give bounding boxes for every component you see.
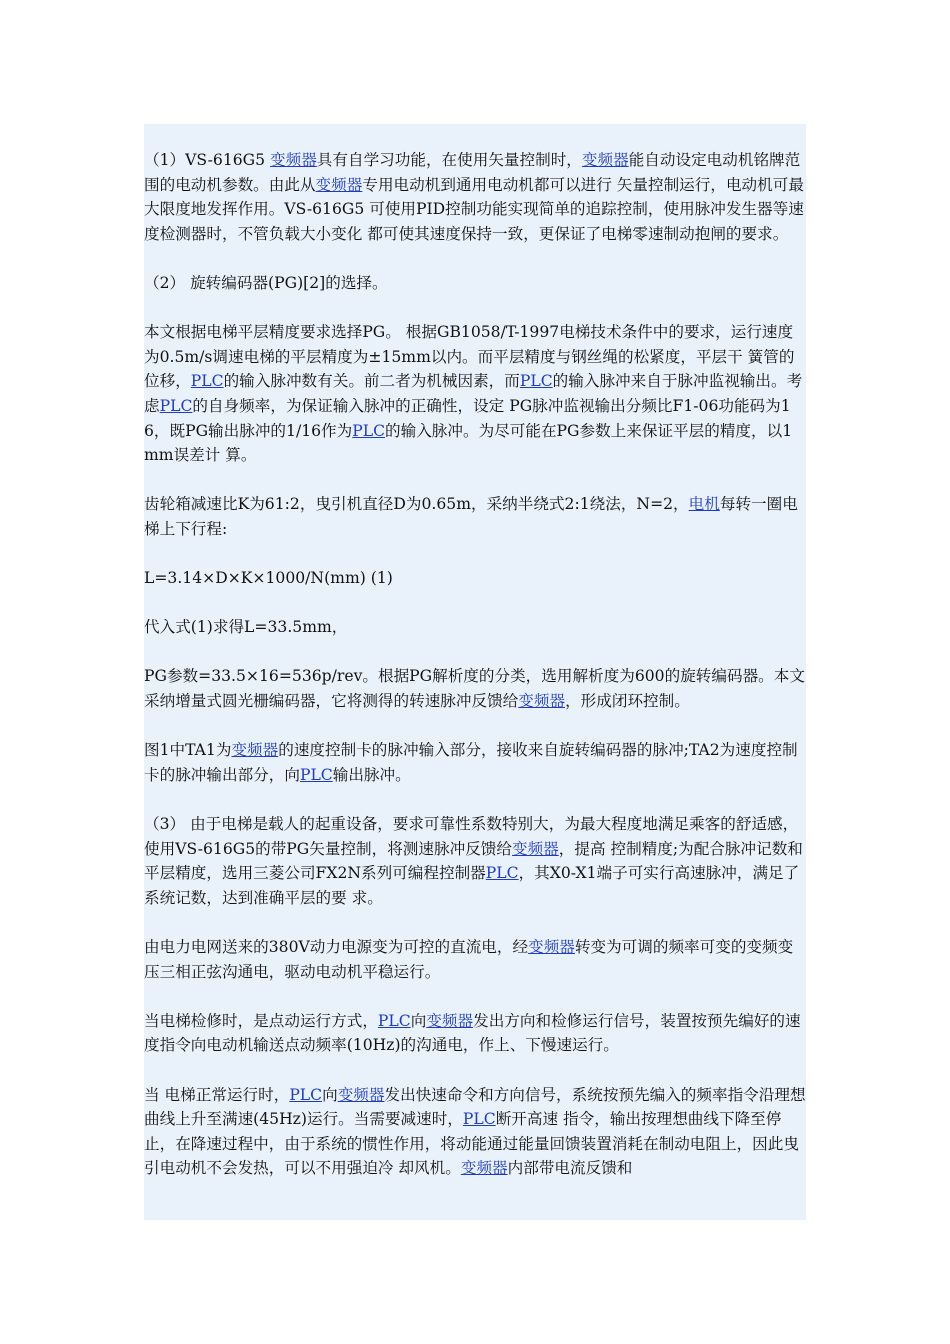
text-run: 由电力电网送来的380V动力电源变为可控的直流电，经 [144,938,529,956]
paragraph-2 [144,271,806,296]
text-run: （1）VS-616G5 [144,151,270,169]
text-run: 的输入脉冲。为尽可能在PG参数上来保证平层的精度，以1mm误差计 算。 [144,421,793,465]
paragraph-12 [144,1083,806,1181]
text-run: 内部带电流反馈和 [507,1159,633,1178]
text-run: 本文根据电梯平层精度要求选择PG。 根据GB1058/T-1997电梯技术条件中的要求，运行速度为0.5m/s调速电梯的平层精度为±15mm以内。而平层精度与钢丝绳的松紧度，平层干 簧管的位移， [144,323,795,391]
hyperlink[interactable]: 变频器 [315,175,363,194]
text-run: 输出脉冲。 [332,765,411,784]
hyperlink[interactable]: 变频器 [426,1011,474,1030]
hyperlink[interactable]: PLC [289,1085,323,1104]
hyperlink[interactable]: PLC [159,396,193,415]
paragraph-4 [144,492,806,541]
text-run: 向 [322,1085,338,1104]
text-run: 当 电梯正常运行时， [144,1085,290,1104]
paragraph-10 [144,935,806,984]
text-run: 的输入脉冲数有关。前二者为机械因素，而 [223,372,520,391]
text-run: ，其X0-X1端子可实行高速脉冲，满足了系统记数，达到准确平层的要 求。 [144,864,800,907]
text-run: ，提高 控制精度;为配合脉冲记数和平层精度，选用三菱公司FX2N系列可编程控制器 [144,839,803,883]
text-run: 每转一圈电梯上下行程: [144,495,798,538]
paragraph-1 [144,148,806,246]
hyperlink[interactable]: 变频器 [337,1085,385,1104]
text-run: 向 [410,1011,427,1030]
text-run: （3） 由于电梯是载人的起重设备，要求可靠性系数特别大，为最大程度地满足乘客的舒适感，使用VS-616G5的带PG矢量控制，将测速脉冲反馈给 [144,815,799,858]
text-run: PG参数=33.5×16=536p/rev。根据PG解析度的分类，选用解析度为600的旋转编码器。本文采纳增量式圆光栅编码器，它将测得的转速脉冲反馈给 [144,667,805,711]
text-run: 断开高速 指令，输出按理想曲线下降至停止，在降速过程中，由于系统的惯性作用，将动能通过能量回馈装置消耗在制动电阻上，因此曳引电动机不会发热，可以不用强迫冷 却风机。 [144,1110,799,1178]
hyperlink[interactable]: 变频器 [581,151,629,169]
text-run: 转变为可调的频率可变的变频变压三相正弦沟通电，驱动电动机平稳运行。 [144,938,794,981]
text-run: 齿轮箱减速比K为61:2，曳引机直径D为0.65m，采纳半绕式2:1绕法，N=2， [144,495,689,514]
paragraph-8 [144,738,806,787]
text-run: 的输入脉冲来自于脉冲监视输出。考虑 [144,372,803,415]
text-run: 发出方向和检修运行信号，装置按预先编好的速度指令向电动机输送点动频率(10Hz)的沟通电，作上、下慢速运行。 [144,1011,801,1055]
hyperlink[interactable]: 电机 [688,495,720,514]
article-content [144,124,806,1220]
text-run: 图1中TA1为 [144,741,232,760]
text-run: 代入式(1)求得L=33.5mm， [144,618,348,637]
paragraph-3 [144,320,806,468]
paragraph-7 [144,664,806,713]
text-run: （2） 旋转编码器(PG)[2]的选择。 [144,273,388,292]
hyperlink[interactable]: PLC [299,765,333,784]
hyperlink[interactable]: PLC [485,864,519,883]
text-run: 当电梯检修时，是点动运行方式， [144,1011,378,1030]
hyperlink[interactable]: 变频器 [270,151,317,169]
hyperlink[interactable]: 变频器 [231,741,279,760]
text-run: 专用电动机到通用电动机都可以进行 矢量控制运行，电动机可最大限度地发挥作用。VS-616G5 可使用PID控制功能实现简单的追踪控制，使用脉冲发生器等速度检测器时，不管负载大小变化 都可使其速度保持一致，更保证了电梯零速制动抱闸的要求。 [144,175,804,243]
hyperlink[interactable]: 变频器 [511,839,559,858]
hyperlink[interactable]: PLC [462,1110,496,1129]
text-run: 的自身频率，为保证输入脉冲的正确性，设定 PG脉冲监视输出分频比F1-06功能码为16，既PG输出脉冲的1/16作为 [144,396,791,440]
hyperlink[interactable]: 变频器 [528,938,575,956]
paragraph-5 [144,566,806,591]
text-run: 发出快速命令和方向信号，系统按预先编入的频率指令沿理想曲线上升至满速(45Hz)运行。当需要减速时， [144,1085,806,1129]
text-run: 能自动设定电动机铭牌范围的电动机参数。由此从 [144,151,801,194]
text-run: ，形成闭环控制。 [565,692,690,711]
paragraph-6 [144,615,806,640]
hyperlink[interactable]: PLC [519,372,553,391]
hyperlink[interactable]: PLC [190,372,224,391]
text-run: 的速度控制卡的脉冲输入部分，接收来自旋转编码器的脉冲;TA2为速度控制卡的脉冲输出部分，向 [144,741,798,784]
hyperlink[interactable]: 变频器 [460,1159,508,1178]
hyperlink[interactable]: PLC [352,421,386,440]
hyperlink[interactable]: 变频器 [518,692,566,711]
hyperlink[interactable]: PLC [377,1011,411,1030]
text-run: 具有自学习功能，在使用矢量控制时， [316,151,582,169]
paragraph-11 [144,1009,806,1058]
paragraph-9 [144,812,806,910]
text-run: L=3.14×D×K×1000/N(mm) (1) [144,569,393,588]
